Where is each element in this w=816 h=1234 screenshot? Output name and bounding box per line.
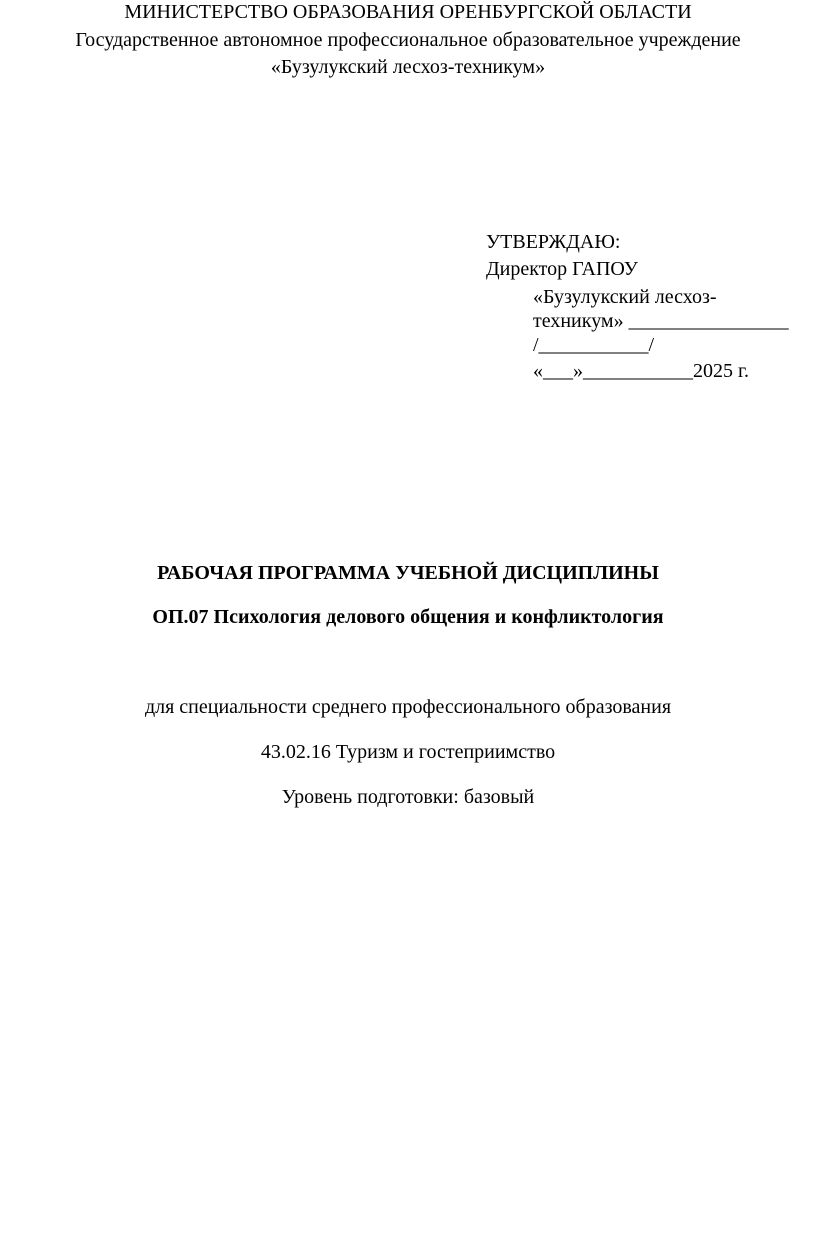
approval-signature: /___________/ bbox=[533, 334, 655, 356]
approval-date: «___»___________2025 г. bbox=[533, 360, 749, 382]
ministry-heading: МИНИСТЕРСТВО ОБРАЗОВАНИЯ ОРЕНБУРГСКОЙ ОБЛАСТИ bbox=[124, 1, 692, 23]
training-level: Уровень подготовки: базовый bbox=[281, 786, 535, 808]
approval-org-line1: «Бузулукский лесхоз- bbox=[533, 286, 717, 308]
discipline-name: ОП.07 Психология делового общения и конфликтология bbox=[152, 606, 664, 628]
program-title: РАБОЧАЯ ПРОГРАММА УЧЕБНОЙ ДИСЦИПЛИНЫ bbox=[157, 562, 659, 584]
approval-title: УТВЕРЖДАЮ: bbox=[486, 231, 621, 253]
approval-position: Директор ГАПОУ bbox=[486, 258, 638, 280]
specialty-code: 43.02.16 Туризм и гостеприимство bbox=[260, 741, 556, 763]
specialty-intro: для специальности среднего профессионального образования bbox=[144, 696, 672, 718]
approval-org-line2: техникум» ________________ bbox=[533, 310, 789, 332]
institution-type: Государственное автономное профессиональное образовательное учреждение bbox=[75, 29, 741, 51]
college-name: «Бузулукский лесхоз-техникум» bbox=[270, 56, 546, 78]
